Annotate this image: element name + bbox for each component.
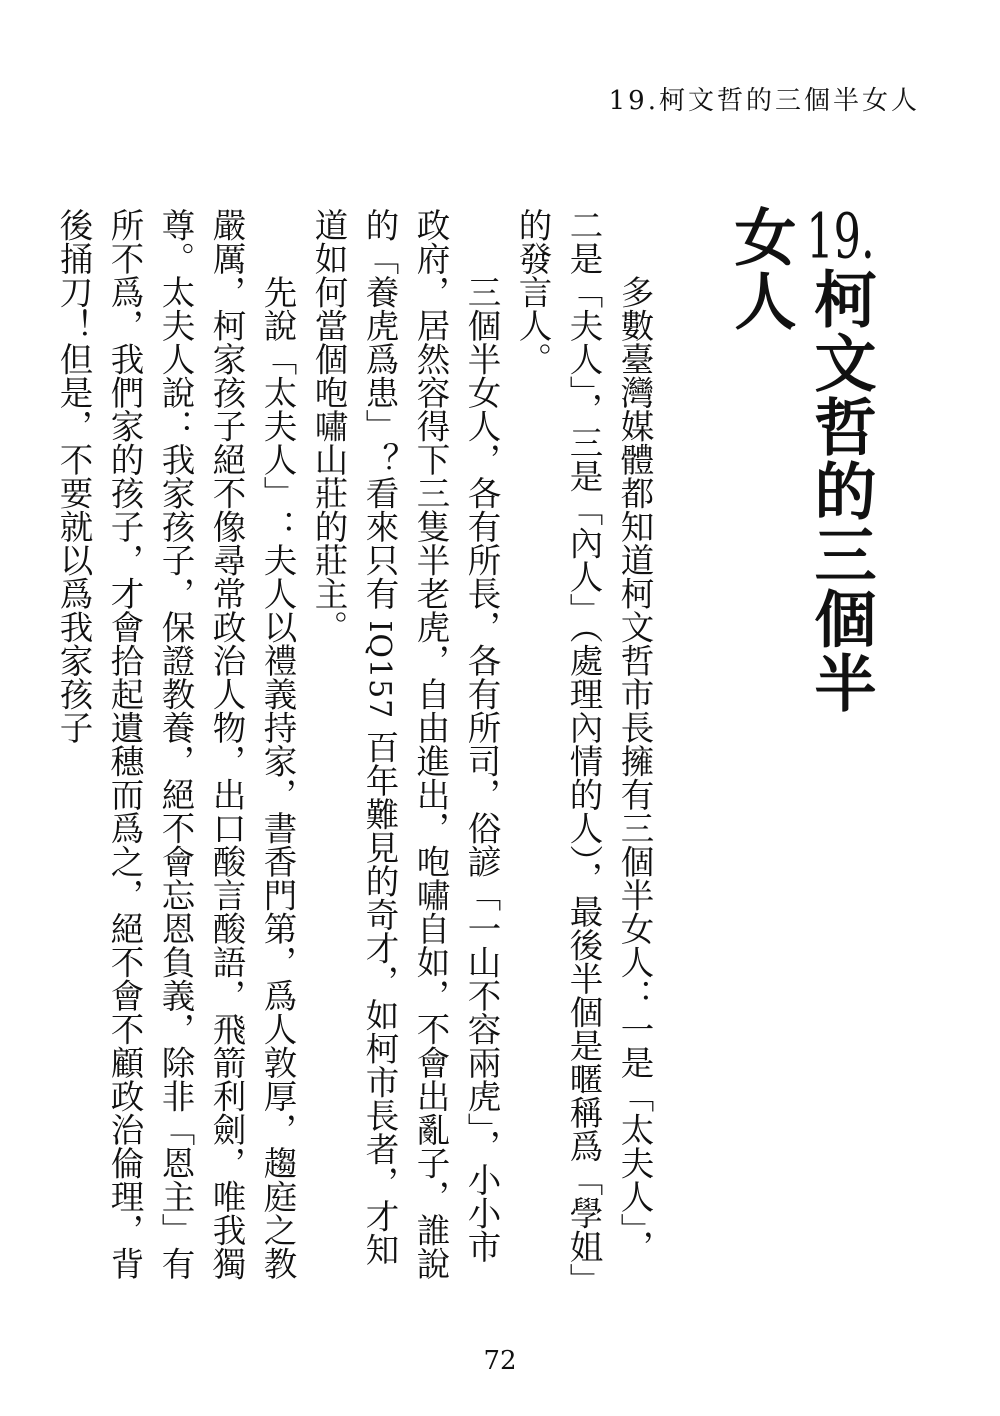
paragraph-2-latin: IQ157	[362, 610, 397, 730]
chapter-number: 19.	[806, 205, 875, 267]
paragraph-2	[303, 208, 507, 1288]
paragraph-2-text-before: 三個半女人，各有所長，各有所司，俗諺「一山不容兩虎」，小小市政府，居然容得下三隻半老虎，自由進出，咆嘯自如，不會出亂子，誰說的「養虎爲患」？看來只有	[360, 208, 501, 1280]
paragraph-3: 先說「太夫人」：夫人以禮義持家，書香門第，爲人敦厚，趨庭之教嚴厲，柯家孩子絕不像尋常政治人物，出口酸言酸語，飛箭利劍，唯我獨尊。太夫人說：我家孩子，保證教養，絕不會忘恩負義，除非「恩主」有所不爲，我們家的孩子，才會拾起遺穗而爲之，絕不會不顧政治倫理，背後捅刀！但是，不要就以爲我家孩子	[54, 208, 297, 1280]
paragraph-1: 多數臺灣媒體都知道柯文哲市長擁有三個半女人：一是「太夫人」，二是「夫人」，三是「內人」（處理內情的人），最後半個是暱稱爲「學姐」的發言人。	[513, 208, 654, 1280]
running-header: 19.柯文哲的三個半女人	[608, 86, 920, 116]
page-number: 72	[483, 1346, 517, 1376]
paragraph-2-text-after: 百年難見的奇才，如柯市長者，才知道如何當個咆嘯山莊的莊主。	[309, 208, 399, 1266]
chapter-title-text: 柯文哲的三個半女人	[724, 205, 877, 715]
body-text	[54, 208, 660, 1288]
chapter-title	[724, 205, 880, 765]
